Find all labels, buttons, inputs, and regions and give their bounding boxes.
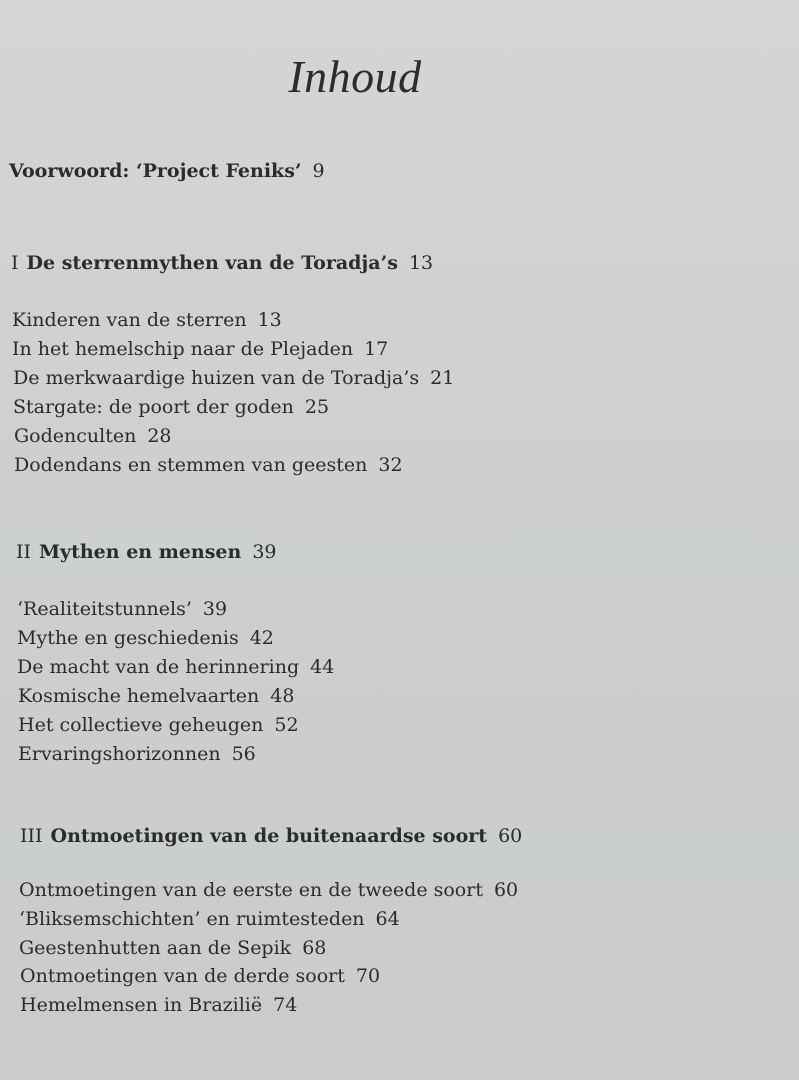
entry-label: Dodendans en stemmen van geesten xyxy=(14,454,368,476)
foreword-page-number: 9 xyxy=(312,160,325,182)
entry-page-number: 70 xyxy=(355,965,381,987)
toc-entry xyxy=(14,425,172,447)
section-heading-2 xyxy=(16,541,277,563)
entry-label: Geestenhutten aan de Sepik xyxy=(19,937,292,959)
toc-entry xyxy=(17,627,274,649)
entry-page-number: 42 xyxy=(249,627,274,649)
entry-page-number: 56 xyxy=(231,743,256,765)
toc-entry xyxy=(13,396,329,418)
entry-label: Ontmoetingen van de derde soort xyxy=(20,965,345,987)
section-page-number: 39 xyxy=(252,541,277,563)
entry-page-number: 48 xyxy=(270,685,295,707)
section-title: Ontmoetingen van de buitenaardse soort xyxy=(50,825,488,847)
entry-label: Ontmoetingen van de eerste en de tweede soort xyxy=(19,879,483,901)
toc-entry xyxy=(14,454,403,476)
section-title: De sterrenmythen van de Toradja’s xyxy=(26,252,398,274)
entry-page-number: 74 xyxy=(273,994,298,1016)
section-page-number: 13 xyxy=(408,252,434,274)
entry-label: Kosmische hemelvaarten xyxy=(18,685,260,707)
toc-entry xyxy=(18,714,299,736)
section-heading-1 xyxy=(11,252,433,274)
toc-entry xyxy=(20,994,297,1016)
entry-page-number: 21 xyxy=(430,367,455,389)
toc-entry xyxy=(20,965,380,987)
entry-page-number: 28 xyxy=(147,425,172,447)
section-heading-3 xyxy=(20,825,522,847)
entry-page-number: 13 xyxy=(257,309,282,331)
toc-entry xyxy=(18,743,256,765)
toc-entry xyxy=(19,937,326,959)
page-title: Inhoud xyxy=(288,51,422,102)
entry-label: Ervaringshorizonnen xyxy=(18,743,221,765)
entry-page-number: 44 xyxy=(310,656,335,678)
section-page-number: 60 xyxy=(498,825,523,847)
toc-entry xyxy=(12,309,282,331)
section-title: Mythen en mensen xyxy=(39,541,242,563)
entry-label: Hemelmensen in Brazilië xyxy=(20,994,263,1016)
entry-page-number: 64 xyxy=(375,908,400,930)
toc-entry xyxy=(17,598,227,620)
foreword-label: Voorwoord: ‘Project Feniks’ xyxy=(9,160,302,182)
toc-entry xyxy=(18,685,294,707)
entry-page-number: 25 xyxy=(304,396,330,418)
toc-entry xyxy=(19,879,518,901)
entry-label: De macht van de herinnering xyxy=(17,656,300,678)
entry-label: De merkwaardige huizen van de Toradja’s xyxy=(13,367,420,389)
entry-label: Mythe en geschiedenis xyxy=(17,627,239,649)
section-numeral: III xyxy=(20,825,43,847)
toc-entry xyxy=(17,656,334,678)
entry-page-number: 60 xyxy=(493,879,519,901)
entry-label: Godenculten xyxy=(14,425,137,447)
foreword-line xyxy=(9,160,325,182)
entry-page-number: 17 xyxy=(364,338,389,360)
entry-page-number: 68 xyxy=(302,937,327,959)
entry-label: Kinderen van de sterren xyxy=(12,309,247,331)
entry-page-number: 32 xyxy=(378,454,403,476)
entry-page-number: 52 xyxy=(274,714,299,736)
entry-label: Stargate: de poort der goden xyxy=(13,396,294,418)
entry-label: In het hemelschip naar de Plejaden xyxy=(12,338,354,360)
toc-entry xyxy=(13,367,454,389)
entry-label: ‘Realiteitstunnels’ xyxy=(17,598,192,620)
toc-entry xyxy=(12,338,388,360)
entry-page-number: 39 xyxy=(202,598,228,620)
entry-label: ‘Bliksemschichten’ en ruimtesteden xyxy=(19,908,365,930)
section-numeral: II xyxy=(16,541,32,563)
section-numeral: I xyxy=(11,252,19,274)
entry-label: Het collectieve geheugen xyxy=(18,714,264,736)
toc-entry xyxy=(19,908,400,930)
